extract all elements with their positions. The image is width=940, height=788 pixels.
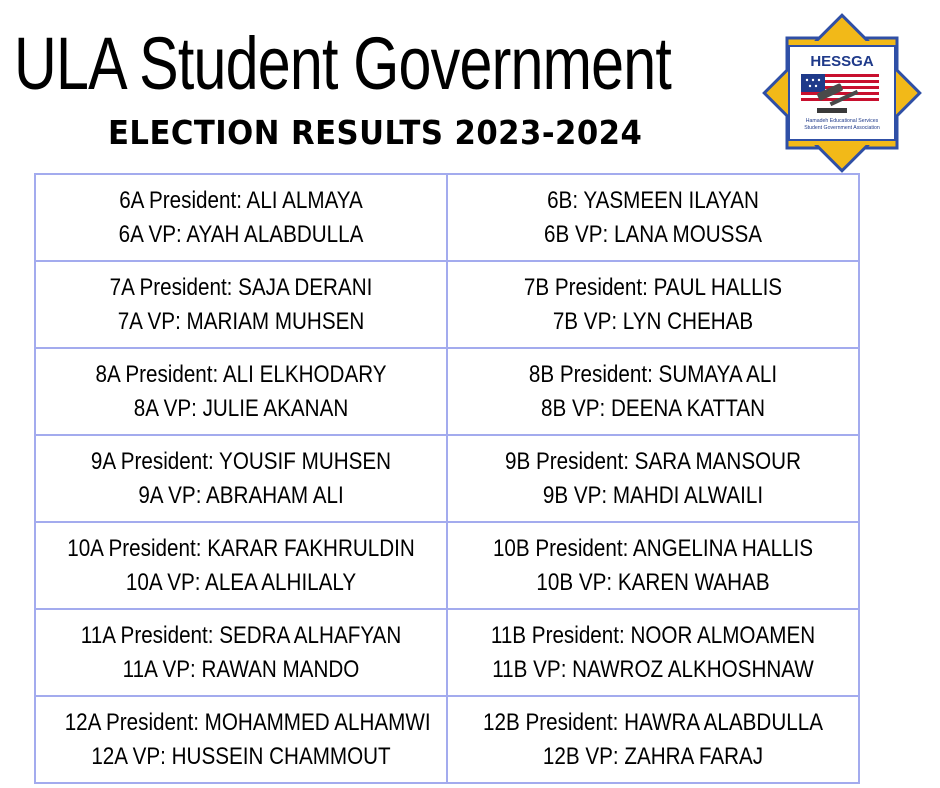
section-a-cell — [35, 174, 447, 261]
president-line: 12B President: HAWRA ALABDULLA — [483, 708, 823, 736]
vice-president-line: 11A VP: RAWAN MANDO — [122, 655, 360, 683]
vice-president-line: 8A VP: JULIE AKANAN — [133, 394, 349, 422]
president-line: 8B President: SUMAYA ALI — [528, 360, 778, 388]
vice-president-line: 12B VP: ZAHRA FARAJ — [542, 742, 764, 770]
logo-acronym: HESSGA — [810, 53, 874, 70]
president-line: 6B: YASMEEN ILAYAN — [547, 186, 759, 214]
section-a-cell — [35, 348, 447, 435]
president-line: 7A President: SAJA DERANI — [109, 273, 373, 301]
page-title: ULA Student Government — [14, 22, 672, 105]
vice-president-line: 9B VP: MAHDI ALWAILI — [542, 481, 764, 509]
results-row — [35, 522, 859, 609]
section-b-cell — [447, 435, 859, 522]
section-b-cell — [447, 522, 859, 609]
vice-president-line: 7A VP: MARIAM MUHSEN — [117, 307, 365, 335]
vice-president-line: 11B VP: NAWROZ ALKHOSHNAW — [492, 655, 814, 683]
president-line: 6A President: ALI ALMAYA — [119, 186, 363, 214]
president-line: 8A President: ALI ELKHODARY — [95, 360, 387, 388]
vice-president-line: 10A VP: ALEA ALHILALY — [125, 568, 357, 596]
section-a-cell — [35, 435, 447, 522]
results-row — [35, 435, 859, 522]
vice-president-line: 10B VP: KAREN WAHAB — [536, 568, 770, 596]
president-line: 12A President: MOHAMMED ALHAMWI — [64, 708, 431, 736]
president-line: 11B President: NOOR ALMOAMEN — [490, 621, 816, 649]
logo-tagline-1: Hamadeh Educational Services — [805, 118, 879, 124]
section-a-cell — [35, 696, 447, 783]
vice-president-line: 12A VP: HUSSEIN CHAMMOUT — [91, 742, 391, 770]
president-line: 9A President: YOUSIF MUHSEN — [90, 447, 392, 475]
section-a-cell — [35, 261, 447, 348]
section-b-cell — [447, 609, 859, 696]
results-row — [35, 261, 859, 348]
president-line: 7B President: PAUL HALLIS — [523, 273, 783, 301]
vice-president-line: 7B VP: LYN CHEHAB — [552, 307, 754, 335]
hessga-logo — [757, 8, 927, 178]
vice-president-line: 6B VP: LANA MOUSSA — [544, 220, 762, 248]
logo-tagline-2: Student Government Association — [804, 125, 880, 131]
vice-president-line: 6A VP: AYAH ALABDULLA — [118, 220, 364, 248]
results-row — [35, 696, 859, 783]
section-a-cell — [35, 522, 447, 609]
results-row — [35, 609, 859, 696]
section-b-cell — [447, 174, 859, 261]
president-line: 10A President: KARAR FAKHRULDIN — [67, 534, 415, 562]
president-line: 11A President: SEDRA ALHAFYAN — [80, 621, 402, 649]
election-results-table — [34, 173, 860, 784]
president-line: 10B President: ANGELINA HALLIS — [492, 534, 814, 562]
results-row — [35, 174, 859, 261]
vice-president-line: 9A VP: ABRAHAM ALI — [138, 481, 344, 509]
section-b-cell — [447, 696, 859, 783]
section-a-cell — [35, 609, 447, 696]
section-b-cell — [447, 261, 859, 348]
vice-president-line: 8B VP: DEENA KATTAN — [540, 394, 766, 422]
president-line: 9B President: SARA MANSOUR — [505, 447, 801, 475]
page-subtitle: ELECTION RESULTS 2023-2024 — [108, 113, 643, 152]
section-b-cell — [447, 348, 859, 435]
results-row — [35, 348, 859, 435]
